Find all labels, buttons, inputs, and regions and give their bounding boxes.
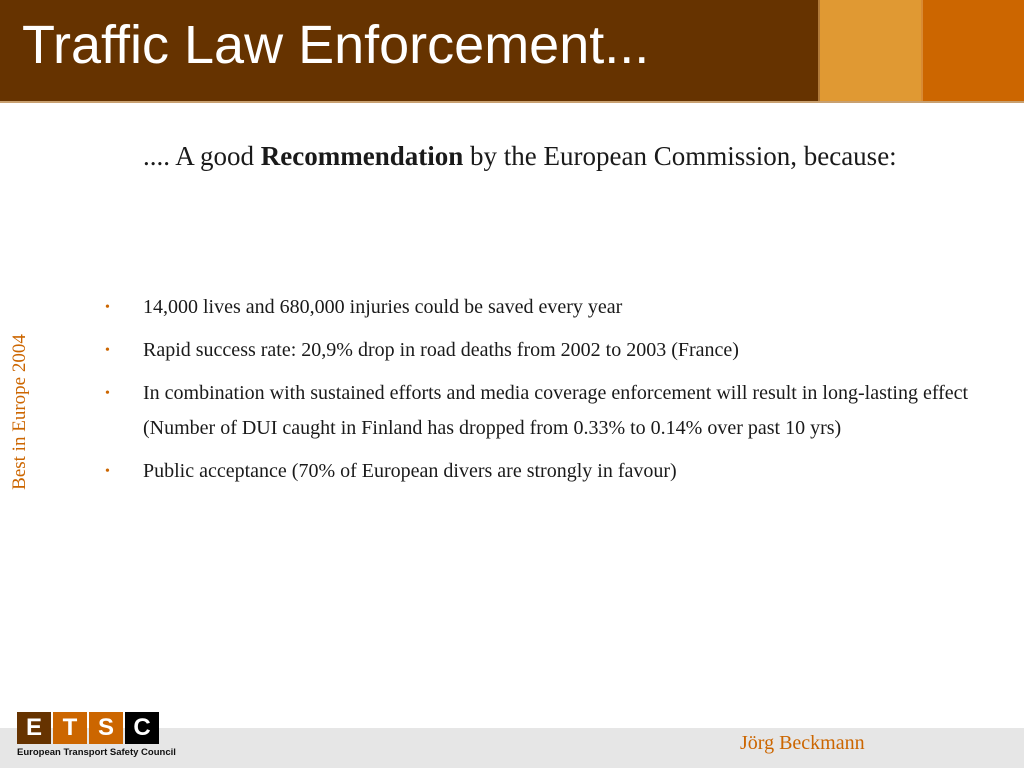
bullet-item [105,290,985,325]
logo-letter-s: S [89,712,123,744]
bullet-icon: • [105,343,110,358]
slide-title: Traffic Law Enforcement... [22,15,650,75]
logo-letter-t: T [53,712,87,744]
bullet-item [105,376,985,446]
bullet-icon: • [105,386,110,401]
bullet-item [105,454,985,489]
bullet-text: Public acceptance (70% of European divers are strongly in favour) [143,460,677,482]
logo-letter-c: C [125,712,159,744]
logo-letter-e: E [17,712,51,744]
bullet-icon: • [105,464,110,479]
bullet-text: 14,000 lives and 680,000 injuries could be saved every year [143,296,623,318]
bullet-item [105,333,985,368]
header-underline [0,101,1024,103]
bullet-text: In combination with sustained efforts and media coverage enforcement will result in long-lasting effect (Number of DUI caught in Finland has dropped from 0.33% to 0.14% over past 10 yrs) [143,382,969,439]
header-accent-block-light [820,0,923,101]
bullet-list [105,290,985,497]
author-name: Jörg Beckmann [740,732,865,754]
intro-text [143,133,903,179]
header-accent-block-dark [923,0,1024,101]
intro-prefix: .... A good [143,141,261,171]
logo-subtitle: European Transport Safety Council [17,747,176,758]
intro-suffix: by the European Commission, because: [463,141,897,171]
logo-letter-boxes [17,712,163,744]
etsc-logo [17,712,176,762]
side-label: Best in Europe 2004 [9,334,30,490]
intro-bold-keyword: Recommendation [260,141,464,171]
bullet-icon: • [105,300,110,315]
bullet-text: Rapid success rate: 20,9% drop in road deaths from 2002 to 2003 (France) [143,339,739,361]
